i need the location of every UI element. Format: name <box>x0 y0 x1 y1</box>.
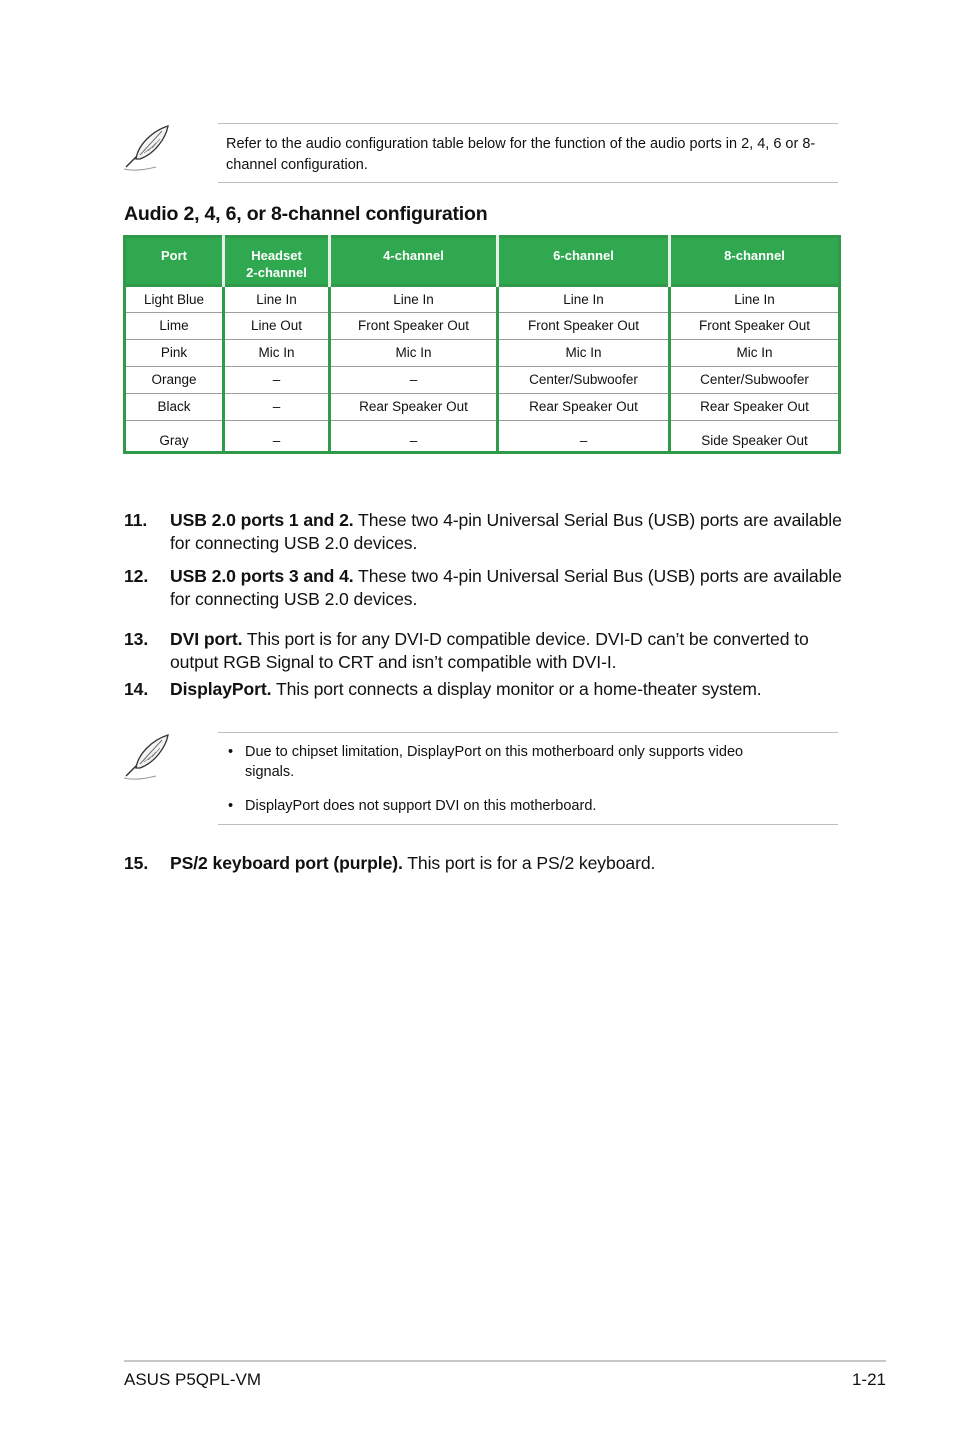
list-item <box>226 742 745 782</box>
item-title: DVI port. <box>170 629 243 649</box>
bullet-icon: • <box>228 744 234 760</box>
table-cell: Rear Speaker Out <box>670 394 840 421</box>
item-title: PS/2 keyboard port (purple). <box>170 853 403 873</box>
table-cell: Center/Subwoofer <box>670 367 840 394</box>
table-row <box>125 313 840 340</box>
footer-product-name: ASUS P5QPL-VM <box>124 1370 261 1389</box>
table-cell: – <box>224 421 330 453</box>
item-text: These two 4-pin Universal Serial Bus (USB) ports are available for connecting USB 2.0 devices. <box>170 510 842 553</box>
table-cell: Front Speaker Out <box>330 313 498 340</box>
item-number: 14. <box>124 679 149 699</box>
table-cell: Line In <box>330 286 498 313</box>
table-row <box>125 340 840 367</box>
list-item <box>124 509 844 555</box>
feather-pen-icon <box>122 123 172 173</box>
table-cell: Line In <box>224 286 330 313</box>
table-cell: – <box>498 421 670 453</box>
item-number: 15. <box>124 853 149 873</box>
note-text: Refer to the audio configuration table below for the function of the audio ports in 2, 4, 6 or 8-channel configuration. <box>226 136 816 173</box>
header-4-channel: 4-channel <box>330 237 498 286</box>
table-cell: Rear Speaker Out <box>330 394 498 421</box>
table-cell: Black <box>125 394 224 421</box>
table-cell: Mic In <box>224 340 330 367</box>
page-number: 1-21 <box>851 1370 886 1389</box>
note-box <box>122 732 838 825</box>
feather-pen-icon <box>122 732 172 782</box>
table-cell: Orange <box>125 367 224 394</box>
header-8-channel: 8-channel <box>670 237 840 286</box>
table-cell: – <box>224 394 330 421</box>
table-cell: Rear Speaker Out <box>498 394 670 421</box>
note-frame <box>218 123 838 183</box>
table-cell: Front Speaker Out <box>670 313 840 340</box>
table-cell: Center/Subwoofer <box>498 367 670 394</box>
footer-divider <box>124 1360 886 1362</box>
table-cell: Side Speaker Out <box>670 421 840 453</box>
table-cell: Mic In <box>498 340 670 367</box>
bullet-text: Due to chipset limitation, DisplayPort on this motherboard only supports video signals. <box>245 744 744 780</box>
table-cell: Gray <box>125 421 224 453</box>
list-item <box>124 678 844 701</box>
item-title: USB 2.0 ports 3 and 4. <box>170 566 354 586</box>
item-number: 12. <box>124 566 149 586</box>
item-title: USB 2.0 ports 1 and 2. <box>170 510 354 530</box>
table-cell: Light Blue <box>125 286 224 313</box>
list-item <box>124 628 844 674</box>
table-cell: Mic In <box>330 340 498 367</box>
item-number: 13. <box>124 629 149 649</box>
item-text: This port connects a display monitor or a home-theater system. <box>271 679 762 699</box>
section-title: Audio 2, 4, 6, or 8-channel configuration <box>124 203 488 225</box>
table-row <box>125 367 840 394</box>
note-box <box>122 123 838 183</box>
table-row <box>125 394 840 421</box>
note-bullets <box>226 742 828 816</box>
table-row <box>125 421 840 453</box>
table-cell: – <box>330 367 498 394</box>
item-number: 11. <box>124 510 148 530</box>
item-title: DisplayPort. <box>170 679 272 699</box>
table-cell: Line In <box>498 286 670 313</box>
table-cell: Front Speaker Out <box>498 313 670 340</box>
table-row <box>125 286 840 313</box>
table-cell: – <box>224 367 330 394</box>
item-text: This port is for a PS/2 keyboard. <box>402 853 656 873</box>
header-port: Port <box>125 237 224 286</box>
table-cell: Line In <box>670 286 840 313</box>
table-cell: – <box>330 421 498 453</box>
list-item <box>124 565 844 611</box>
item-text: These two 4-pin Universal Serial Bus (USB) ports are available for connecting USB 2.0 devices. <box>170 566 842 609</box>
table-cell: Lime <box>125 313 224 340</box>
header-headset: Headset 2-channel <box>224 237 330 286</box>
bullet-icon: • <box>228 798 234 814</box>
header-6-channel: 6-channel <box>498 237 670 286</box>
list-item <box>226 796 828 816</box>
table-cell: Pink <box>125 340 224 367</box>
bullet-text: DisplayPort does not support DVI on this motherboard. <box>245 798 597 814</box>
note-frame <box>218 732 838 825</box>
table-cell: Mic In <box>670 340 840 367</box>
item-text: This port is for any DVI-D compatible device. DVI-D can’t be converted to output RGB Signal to CRT and isn’t compatible with DVI-I. <box>170 629 809 672</box>
audio-config-table <box>123 235 841 454</box>
table-header-row <box>125 237 840 286</box>
table-cell: Line Out <box>224 313 330 340</box>
list-item <box>124 852 844 875</box>
